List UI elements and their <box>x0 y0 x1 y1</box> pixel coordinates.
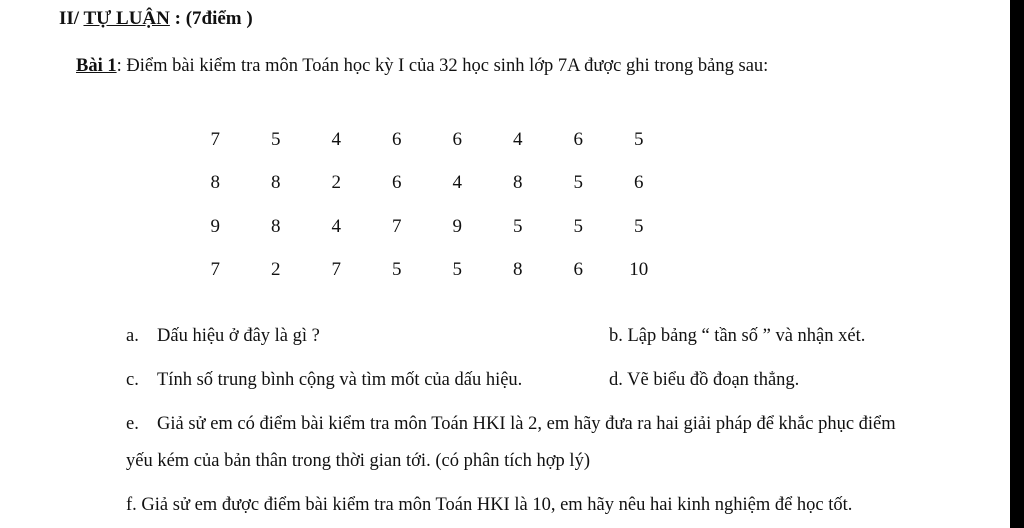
question-e-line1 <box>126 414 896 435</box>
question-f-text: f. Giả sử em được điểm bài kiểm tra môn Toán HKI là 10, em hãy nêu hai kinh nghiệm để học tốt. <box>126 495 853 515</box>
question-e-line2 <box>126 451 590 472</box>
score-cell: 9 <box>452 215 462 237</box>
question-d-text: d. Vẽ biểu đồ đoạn thẳng. <box>609 370 800 390</box>
question-c <box>126 370 522 391</box>
question-b-text: b. Lập bảng “ tần số ” và nhận xét. <box>609 326 866 346</box>
score-cell: 6 <box>573 128 583 150</box>
section-heading <box>59 8 253 30</box>
score-cell: 2 <box>271 259 281 281</box>
score-cell: 5 <box>513 215 523 237</box>
score-cell: 8 <box>513 259 523 281</box>
score-cell: 10 <box>629 259 649 281</box>
score-cell: 5 <box>452 259 462 281</box>
section-points: : (7điểm ) <box>169 8 253 29</box>
score-cell: 8 <box>513 172 523 194</box>
score-cell: 5 <box>573 215 583 237</box>
question-e-text-2: yếu kém của bản thân trong thời gian tới. (có phân tích hợp lý) <box>126 451 590 471</box>
score-cell: 5 <box>392 259 402 281</box>
question-c-letter: c. <box>126 370 139 390</box>
table-row <box>185 205 669 249</box>
question-a-letter: a. <box>126 326 139 346</box>
score-cell: 5 <box>271 128 281 150</box>
score-cell: 5 <box>634 128 644 150</box>
section-prefix: II/ <box>59 8 84 29</box>
score-cell: 8 <box>271 215 281 237</box>
section-title: TỰ LUẬN <box>83 8 170 29</box>
score-cell: 5 <box>573 172 583 194</box>
score-cell: 6 <box>392 172 402 194</box>
score-cell: 2 <box>331 172 341 194</box>
problem-text: : Điểm bài kiểm tra môn Toán học kỳ I của 32 học sinh lớp 7A được ghi trong bảng sau: <box>116 56 769 76</box>
score-cell: 6 <box>452 128 462 150</box>
score-cell: 6 <box>634 172 644 194</box>
score-cell: 4 <box>331 128 341 150</box>
problem-label: Bài 1 <box>76 56 117 76</box>
question-e-text-1: Giả sử em có điểm bài kiểm tra môn Toán HKI là 2, em hãy đưa ra hai giải pháp để khắc phục điểm <box>157 414 896 434</box>
question-d <box>609 370 799 391</box>
question-a-text: Dấu hiệu ở đây là gì ? <box>157 326 320 346</box>
question-b <box>609 326 865 347</box>
table-row <box>185 249 669 293</box>
score-cell: 8 <box>271 172 281 194</box>
question-a <box>126 326 320 347</box>
score-cell: 9 <box>210 215 220 237</box>
score-cell: 4 <box>513 128 523 150</box>
score-cell: 7 <box>210 128 220 150</box>
score-cell: 6 <box>573 259 583 281</box>
question-c-text: Tính số trung bình cộng và tìm mốt của dấu hiệu. <box>157 370 523 390</box>
question-e-letter: e. <box>126 414 139 434</box>
score-cell: 7 <box>210 259 220 281</box>
score-table <box>185 118 669 292</box>
score-cell: 6 <box>392 128 402 150</box>
score-cell: 8 <box>210 172 220 194</box>
score-cell: 4 <box>331 215 341 237</box>
table-row <box>185 162 669 206</box>
score-cell: 7 <box>392 215 402 237</box>
score-cell: 7 <box>331 259 341 281</box>
score-cell: 5 <box>634 215 644 237</box>
problem-statement <box>76 56 768 77</box>
score-cell: 4 <box>452 172 462 194</box>
table-row <box>185 118 669 162</box>
question-f <box>126 495 852 516</box>
